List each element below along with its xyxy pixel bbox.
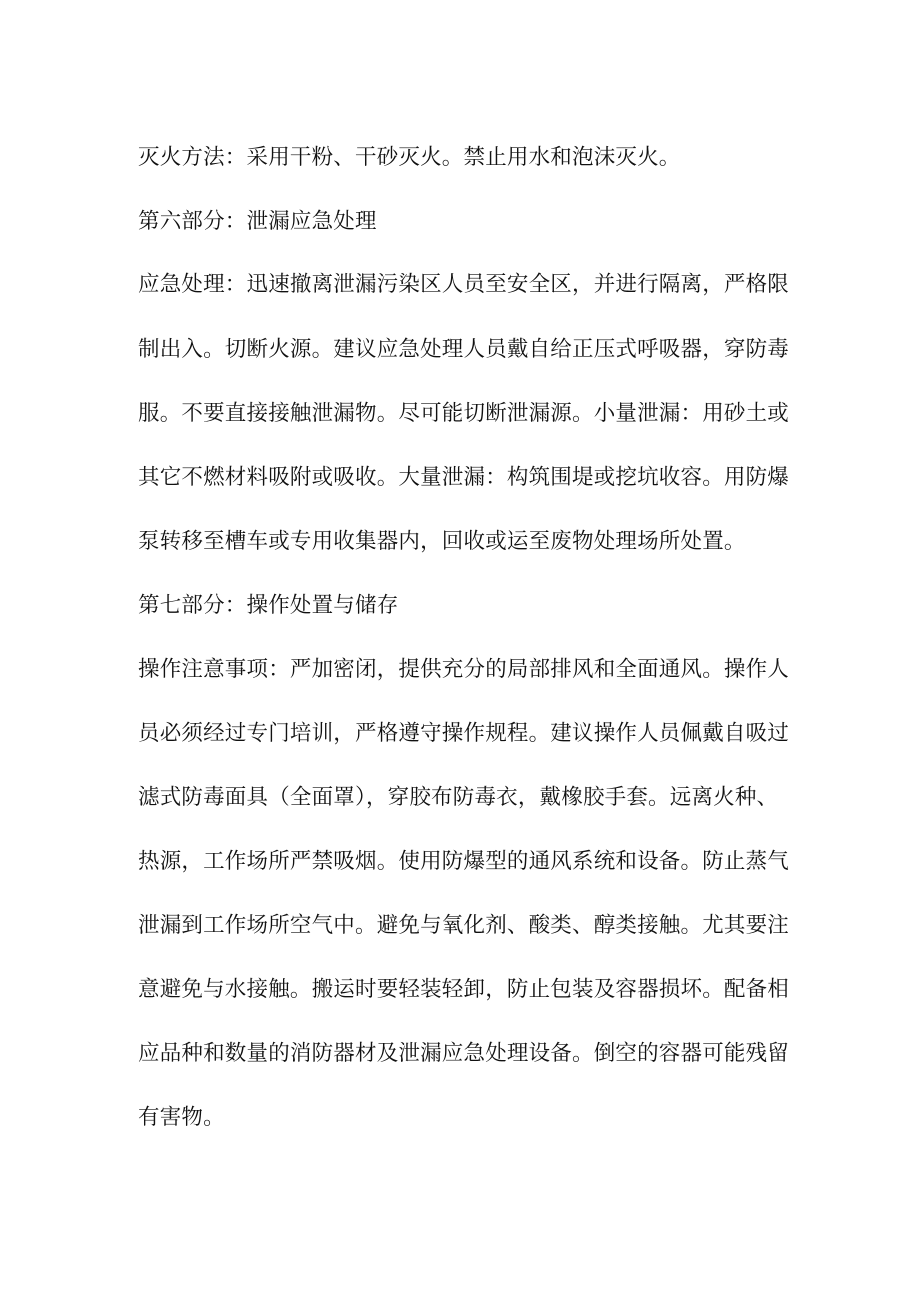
operation-paragraph-line-5: 泄漏到工作场所空气中。避免与氧化剂、酸类、醇类接触。尤其要注 [138, 913, 790, 938]
section-seven-heading: 第七部分：操作处置与储存 [138, 593, 399, 618]
operation-paragraph-line-6: 意避免与水接触。搬运时要轻装轻卸，防止包装及容器损坏。配备相 [138, 977, 790, 1002]
emergency-paragraph-line-2: 制出入。切断火源。建议应急处理人员戴自给正压式呼吸器，穿防毒 [138, 337, 790, 362]
operation-paragraph-line-3: 滤式防毒面具（全面罩），穿胶布防毒衣，戴橡胶手套。远离火种、 [138, 785, 779, 810]
operation-paragraph-line-8: 有害物。 [138, 1105, 225, 1130]
operation-paragraph-line-7: 应品种和数量的消防器材及泄漏应急处理设备。倒空的容器可能残留 [138, 1041, 790, 1066]
operation-paragraph-line-2: 员必须经过专门培训，严格遵守操作规程。建议操作人员佩戴自吸过 [138, 721, 790, 746]
operation-paragraph-line-4: 热源，工作场所严禁吸烟。使用防爆型的通风系统和设备。防止蒸气 [138, 849, 790, 874]
section-six-heading: 第六部分：泄漏应急处理 [138, 209, 377, 234]
emergency-paragraph-line-5: 泵转移至槽车或专用收集器内，回收或运至废物处理场所处置。 [138, 529, 746, 554]
firefighting-method-line: 灭火方法：采用干粉、干砂灭火。禁止用水和泡沫灭火。 [138, 145, 681, 170]
operation-paragraph-line-1: 操作注意事项：严加密闭，提供充分的局部排风和全面通风。操作人 [138, 657, 790, 682]
emergency-paragraph-line-4: 其它不燃材料吸附或吸收。大量泄漏：构筑围堤或挖坑收容。用防爆 [138, 465, 790, 490]
emergency-paragraph-line-3: 服。不要直接接触泄漏物。尽可能切断泄漏源。小量泄漏：用砂土或 [138, 401, 790, 426]
emergency-paragraph-line-1: 应急处理：迅速撤离泄漏污染区人员至安全区，并进行隔离，严格限 [138, 272, 790, 297]
